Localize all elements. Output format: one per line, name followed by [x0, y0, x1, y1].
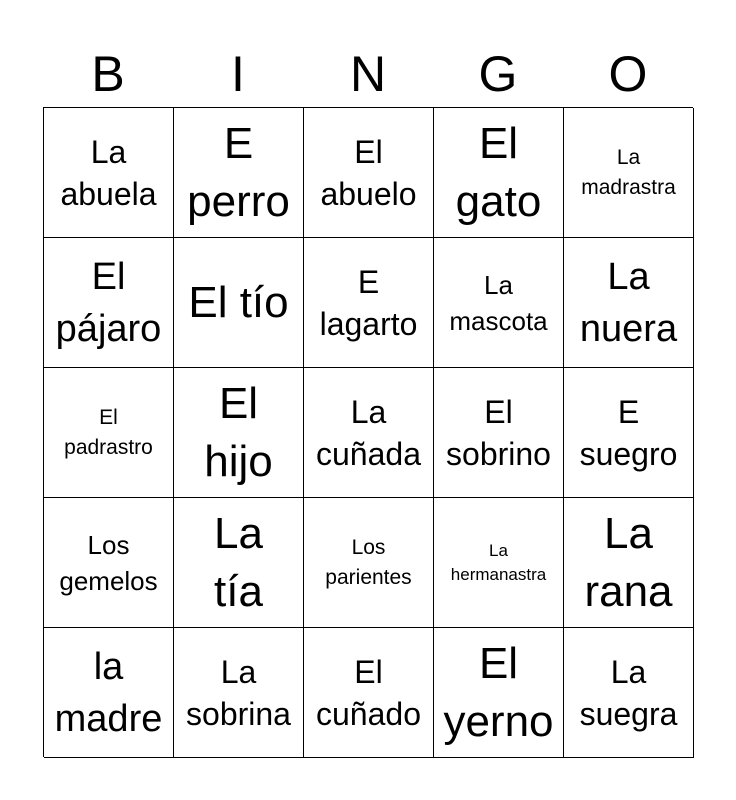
bingo-cell[interactable] [434, 498, 564, 628]
bingo-board [43, 107, 693, 757]
cell-label: El sobrino [446, 393, 551, 472]
cell-label: El hijo [204, 378, 273, 486]
header-letter-i: I [231, 46, 245, 102]
cell-label: La sobrina [186, 653, 291, 732]
bingo-cell[interactable] [174, 108, 304, 238]
cell-label: Los parientes [325, 535, 412, 589]
header-letter-b: B [91, 46, 125, 102]
cell-label: El yerno [443, 638, 554, 746]
cell-label: El padrastro [64, 405, 153, 459]
bingo-cell[interactable] [174, 368, 304, 498]
bingo-cell[interactable] [434, 238, 564, 368]
bingo-cell[interactable] [44, 368, 174, 498]
bingo-cell[interactable] [304, 628, 434, 758]
cell-label: La rana [584, 508, 673, 616]
bingo-cell[interactable] [174, 498, 304, 628]
cell-label: La madrastra [581, 145, 676, 199]
cell-label: La suegra [579, 653, 678, 732]
cell-label: El gato [455, 118, 542, 226]
cell-label: El tío [188, 277, 289, 327]
cell-label: La abuela [60, 133, 157, 212]
header-letter-n: N [349, 46, 387, 102]
bingo-cell[interactable] [564, 368, 694, 498]
header-letter-g: G [478, 46, 518, 102]
cell-label: la madre [54, 645, 163, 740]
bingo-cell[interactable] [304, 368, 434, 498]
bingo-cell[interactable] [304, 108, 434, 238]
cell-label: La mascota [449, 269, 548, 336]
bingo-cell[interactable] [564, 108, 694, 238]
cell-label: La cuñada [316, 393, 421, 472]
bingo-cell[interactable] [174, 238, 304, 368]
cell-label: La nuera [579, 255, 678, 350]
bingo-header [43, 40, 693, 108]
cell-label: El pájaro [55, 255, 162, 350]
bingo-cell[interactable] [304, 238, 434, 368]
cell-label: E perro [187, 118, 290, 226]
bingo-cell[interactable] [44, 108, 174, 238]
bingo-cell[interactable] [564, 498, 694, 628]
bingo-cell[interactable] [44, 628, 174, 758]
bingo-cell[interactable] [434, 628, 564, 758]
cell-label: Los gemelos [59, 529, 158, 596]
bingo-cell[interactable] [564, 628, 694, 758]
cell-label: El abuelo [320, 133, 417, 212]
cell-label: E suegro [579, 393, 678, 472]
header-letter-o: O [608, 46, 648, 102]
bingo-cell[interactable] [44, 498, 174, 628]
bingo-cell[interactable] [304, 498, 434, 628]
bingo-cell[interactable] [434, 368, 564, 498]
bingo-cell[interactable] [564, 238, 694, 368]
bingo-cell[interactable] [44, 238, 174, 368]
bingo-cell[interactable] [434, 108, 564, 238]
cell-label: El cuñado [316, 653, 421, 732]
cell-label: E lagarto [319, 263, 418, 342]
cell-label: La hermanastra [450, 540, 547, 584]
bingo-cell[interactable] [174, 628, 304, 758]
cell-label: La tía [214, 508, 263, 616]
